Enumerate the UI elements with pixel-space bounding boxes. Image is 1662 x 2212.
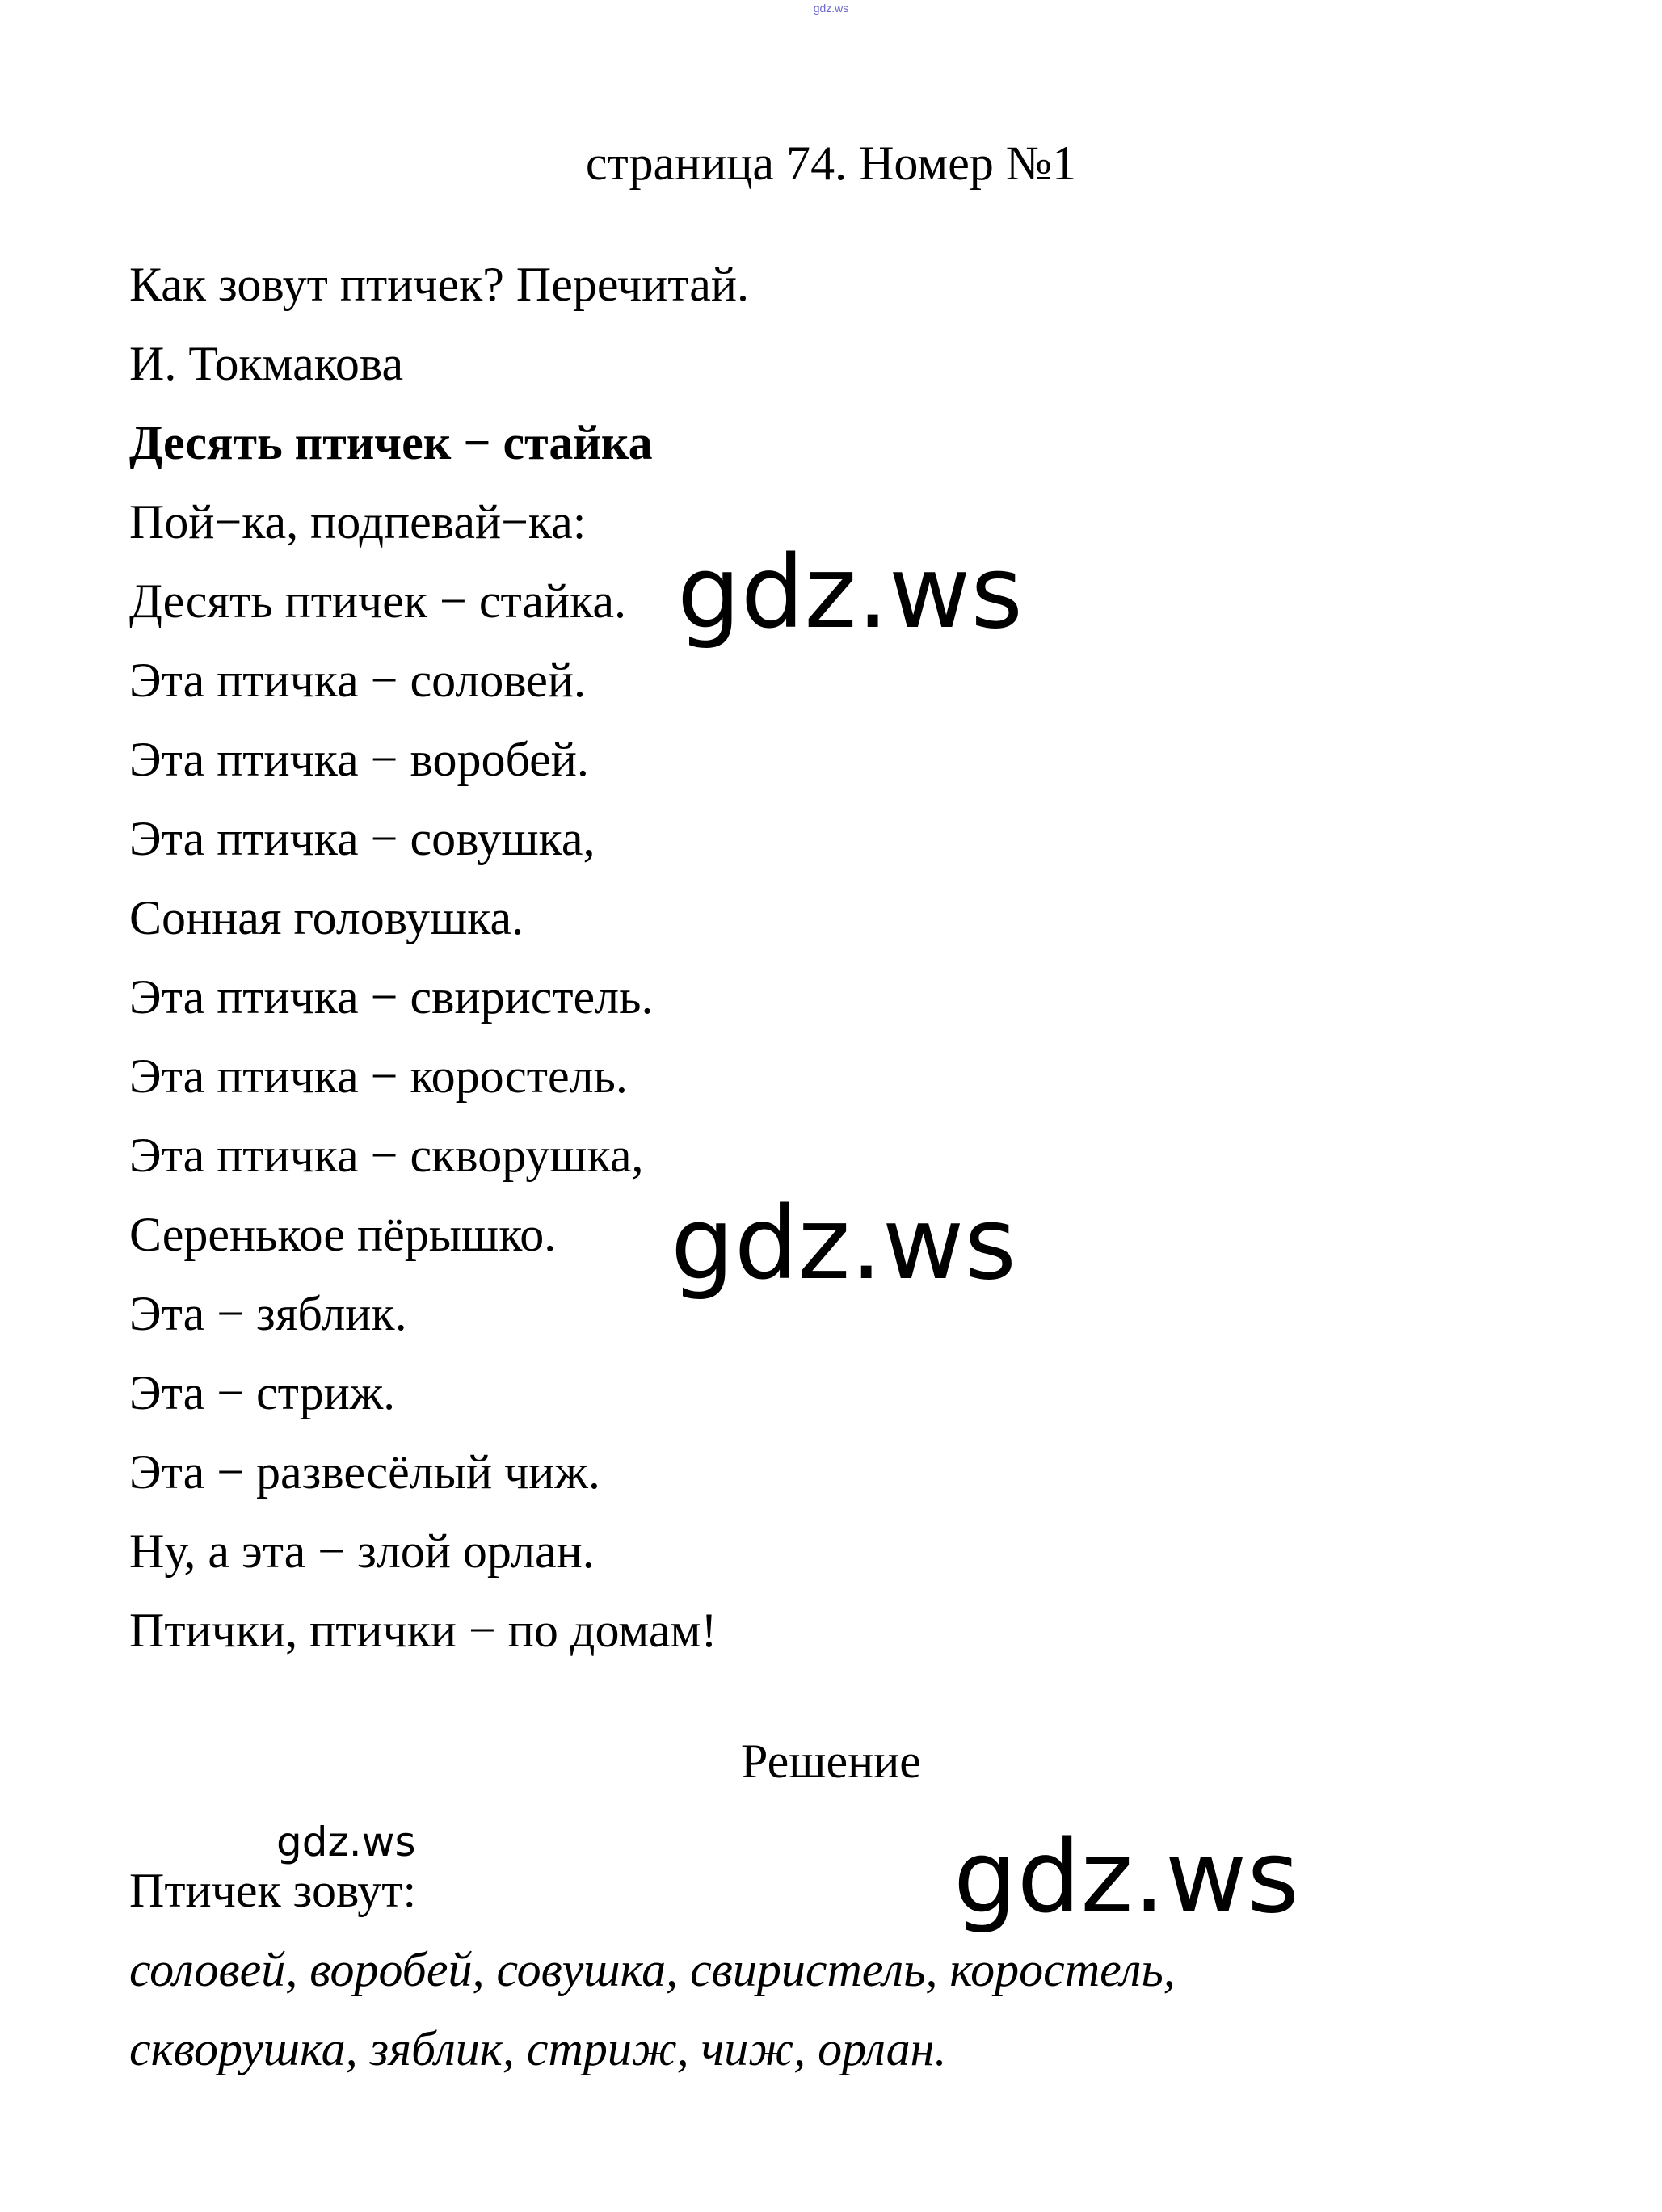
poem-line: Эта − стриж. [129, 1366, 396, 1419]
poem-line: Сонная головушка. [129, 891, 524, 944]
watermark: gdz.ws [671, 1186, 1016, 1302]
watermark-small: gdz.ws [276, 1819, 416, 1865]
top-watermark: gdz.ws [813, 2, 849, 15]
watermark: gdz.ws [677, 535, 1023, 651]
answer-intro: Птичек зовут: [129, 1864, 417, 1917]
poem-line: Эта птичка − скворушка, [129, 1129, 644, 1182]
answer-line: соловей, воробей, совушка, свиристель, коростель, [129, 1943, 1176, 1996]
poem-line: Пой−ка, подпевай−ка: [129, 495, 587, 549]
answer-line: скворушка, зяблик, стриж, чиж, орлан. [129, 2022, 947, 2075]
page-title: страница 74. Номер №1 [585, 137, 1077, 190]
poem-line: Птички, птички − по домам! [129, 1604, 717, 1657]
poem-line: Ну, а эта − злой орлан. [129, 1524, 595, 1578]
poem-line: Десять птичек − стайка. [129, 574, 627, 628]
poem-line: Эта птичка − свиристель. [129, 970, 654, 1024]
poem-title: Десять птичек − стайка [129, 416, 653, 469]
poem-line: Эта − зяблик. [129, 1287, 407, 1340]
watermark: gdz.ws [953, 1819, 1299, 1936]
poem-line: Серенькое пёрышко. [129, 1208, 557, 1261]
solution-heading: Решение [741, 1735, 921, 1788]
task-text: Как зовут птичек? Перечитай. [129, 258, 749, 311]
poem-line: Эта птичка − соловей. [129, 654, 587, 707]
poem-line: Эта птичка − воробей. [129, 733, 589, 786]
poem-line: Эта птичка − совушка, [129, 812, 595, 865]
poem-line: Эта птичка − коростель. [129, 1049, 628, 1103]
poem-line: Эта − развесёлый чиж. [129, 1445, 600, 1499]
poem-author: И. Токмакова [129, 337, 404, 390]
